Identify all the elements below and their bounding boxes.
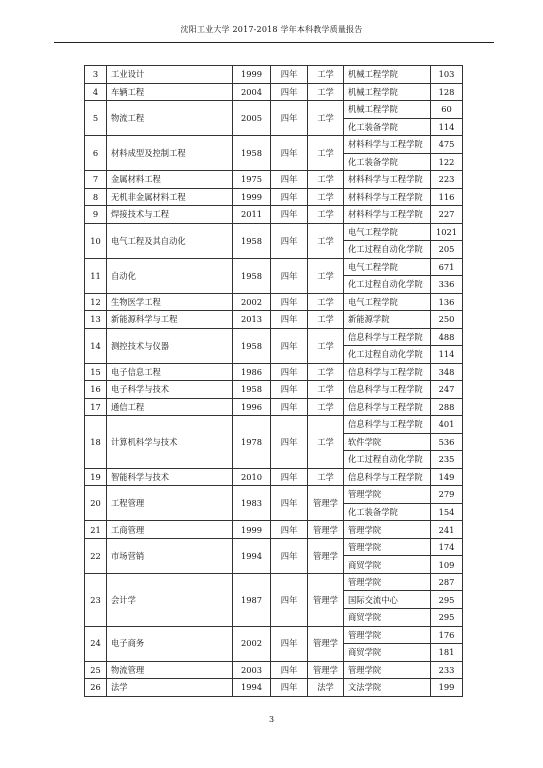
student-count-cell: 174 [431, 538, 463, 556]
student-count-cell: 223 [431, 171, 463, 189]
student-count-cell: 181 [431, 644, 463, 662]
degree-type-cell: 工学 [308, 258, 344, 293]
founded-year-cell: 1987 [233, 573, 271, 626]
major-name-cell: 电子信息工程 [107, 363, 233, 381]
duration-cell: 四年 [271, 398, 308, 416]
student-count-cell: 114 [431, 346, 463, 364]
college-cell: 化工过程自动化学院 [344, 346, 431, 364]
college-cell: 管理学院 [344, 486, 431, 504]
college-cell: 国际交流中心 [344, 591, 431, 609]
degree-type-cell: 工学 [308, 363, 344, 381]
major-name-cell: 金属材料工程 [107, 171, 233, 189]
row-number-cell: 8 [85, 188, 107, 206]
degree-type-cell: 工学 [308, 101, 344, 136]
page-header: 沈阳工业大学 2017-2018 学年本科教学质量报告 [180, 25, 363, 34]
row-number-cell: 21 [85, 521, 107, 539]
table-row [85, 223, 463, 241]
table-row [85, 83, 463, 101]
table-row [85, 416, 463, 434]
degree-type-cell: 管理学 [308, 486, 344, 521]
duration-cell: 四年 [271, 258, 308, 293]
degree-type-cell: 工学 [308, 188, 344, 206]
duration-cell: 四年 [271, 468, 308, 486]
college-cell: 机械工程学院 [344, 66, 431, 84]
row-number-cell: 23 [85, 573, 107, 626]
founded-year-cell: 1996 [233, 398, 271, 416]
student-count-cell: 295 [431, 608, 463, 626]
college-cell: 电气工程学院 [344, 223, 431, 241]
student-count-cell: 488 [431, 328, 463, 346]
table-row [85, 573, 463, 591]
duration-cell: 四年 [271, 66, 308, 84]
founded-year-cell: 1958 [233, 136, 271, 171]
major-name-cell: 无机非金属材料工程 [107, 188, 233, 206]
college-cell: 信息科学与工程学院 [344, 468, 431, 486]
degree-type-cell: 工学 [308, 416, 344, 469]
student-count-cell: 199 [431, 679, 463, 697]
founded-year-cell: 2004 [233, 83, 271, 101]
student-count-cell: 250 [431, 311, 463, 329]
college-cell: 软件学院 [344, 433, 431, 451]
student-count-cell: 109 [431, 556, 463, 574]
majors-table-body [85, 66, 463, 697]
student-count-cell: 288 [431, 398, 463, 416]
degree-type-cell: 工学 [308, 83, 344, 101]
table-row [85, 363, 463, 381]
degree-type-cell: 工学 [308, 328, 344, 363]
duration-cell: 四年 [271, 486, 308, 521]
founded-year-cell: 2011 [233, 206, 271, 224]
table-row [85, 486, 463, 504]
duration-cell: 四年 [271, 538, 308, 573]
row-number-cell: 19 [85, 468, 107, 486]
college-cell: 管理学院 [344, 538, 431, 556]
college-cell: 商贸学院 [344, 608, 431, 626]
table-row [85, 101, 463, 119]
degree-type-cell: 工学 [308, 311, 344, 329]
college-cell: 管理学院 [344, 626, 431, 644]
founded-year-cell: 2013 [233, 311, 271, 329]
row-number-cell: 12 [85, 293, 107, 311]
student-count-cell: 1021 [431, 223, 463, 241]
college-cell: 管理学院 [344, 661, 431, 679]
founded-year-cell: 1994 [233, 679, 271, 697]
student-count-cell: 154 [431, 503, 463, 521]
row-number-cell: 13 [85, 311, 107, 329]
college-cell: 信息科学与工程学院 [344, 381, 431, 399]
major-name-cell: 车辆工程 [107, 83, 233, 101]
table-row [85, 171, 463, 189]
college-cell: 新能源学院 [344, 311, 431, 329]
duration-cell: 四年 [271, 188, 308, 206]
college-cell: 化工过程自动化学院 [344, 451, 431, 469]
student-count-cell: 235 [431, 451, 463, 469]
founded-year-cell: 2002 [233, 293, 271, 311]
founded-year-cell: 1999 [233, 521, 271, 539]
college-cell: 材料科学与工程学院 [344, 171, 431, 189]
student-count-cell: 149 [431, 468, 463, 486]
college-cell: 电气工程学院 [344, 293, 431, 311]
college-cell: 化工装备学院 [344, 153, 431, 171]
major-name-cell: 自动化 [107, 258, 233, 293]
student-count-cell: 176 [431, 626, 463, 644]
student-count-cell: 279 [431, 486, 463, 504]
row-number-cell: 16 [85, 381, 107, 399]
row-number-cell: 11 [85, 258, 107, 293]
major-name-cell: 通信工程 [107, 398, 233, 416]
college-cell: 商贸学院 [344, 556, 431, 574]
student-count-cell: 247 [431, 381, 463, 399]
founded-year-cell: 1986 [233, 363, 271, 381]
founded-year-cell: 2010 [233, 468, 271, 486]
major-name-cell: 材料成型及控制工程 [107, 136, 233, 171]
major-name-cell: 新能源科学与工程 [107, 311, 233, 329]
row-number-cell: 3 [85, 66, 107, 84]
college-cell: 化工装备学院 [344, 503, 431, 521]
table-row [85, 293, 463, 311]
student-count-cell: 116 [431, 188, 463, 206]
duration-cell: 四年 [271, 521, 308, 539]
college-cell: 信息科学与工程学院 [344, 328, 431, 346]
college-cell: 材料科学与工程学院 [344, 188, 431, 206]
table-row [85, 328, 463, 346]
major-name-cell: 工程管理 [107, 486, 233, 521]
student-count-cell: 233 [431, 661, 463, 679]
college-cell: 化工装备学院 [344, 118, 431, 136]
founded-year-cell: 1975 [233, 171, 271, 189]
duration-cell: 四年 [271, 136, 308, 171]
student-count-cell: 401 [431, 416, 463, 434]
table-row [85, 398, 463, 416]
degree-type-cell: 管理学 [308, 538, 344, 573]
duration-cell: 四年 [271, 293, 308, 311]
college-cell: 信息科学与工程学院 [344, 398, 431, 416]
row-number-cell: 4 [85, 83, 107, 101]
row-number-cell: 18 [85, 416, 107, 469]
table-row [85, 679, 463, 697]
duration-cell: 四年 [271, 83, 308, 101]
major-name-cell: 计算机科学与技术 [107, 416, 233, 469]
degree-type-cell: 工学 [308, 381, 344, 399]
duration-cell: 四年 [271, 626, 308, 661]
duration-cell: 四年 [271, 101, 308, 136]
degree-type-cell: 工学 [308, 66, 344, 84]
degree-type-cell: 工学 [308, 171, 344, 189]
major-name-cell: 智能科学与技术 [107, 468, 233, 486]
major-name-cell: 测控技术与仪器 [107, 328, 233, 363]
duration-cell: 四年 [271, 573, 308, 626]
duration-cell: 四年 [271, 416, 308, 469]
table-row [85, 626, 463, 644]
student-count-cell: 287 [431, 573, 463, 591]
table-row [85, 188, 463, 206]
degree-type-cell: 管理学 [308, 661, 344, 679]
degree-type-cell: 管理学 [308, 521, 344, 539]
founded-year-cell: 1958 [233, 328, 271, 363]
major-name-cell: 物流工程 [107, 101, 233, 136]
degree-type-cell: 工学 [308, 136, 344, 171]
degree-type-cell: 工学 [308, 223, 344, 258]
duration-cell: 四年 [271, 363, 308, 381]
college-cell: 化工过程自动化学院 [344, 241, 431, 259]
student-count-cell: 60 [431, 101, 463, 119]
table-row [85, 538, 463, 556]
row-number-cell: 26 [85, 679, 107, 697]
student-count-cell: 348 [431, 363, 463, 381]
duration-cell: 四年 [271, 679, 308, 697]
founded-year-cell: 1978 [233, 416, 271, 469]
founded-year-cell: 2005 [233, 101, 271, 136]
row-number-cell: 10 [85, 223, 107, 258]
degree-type-cell: 法学 [308, 679, 344, 697]
table-row [85, 521, 463, 539]
table-row [85, 206, 463, 224]
student-count-cell: 122 [431, 153, 463, 171]
college-cell: 材料科学与工程学院 [344, 206, 431, 224]
college-cell: 商贸学院 [344, 644, 431, 662]
college-cell: 信息科学与工程学院 [344, 416, 431, 434]
row-number-cell: 24 [85, 626, 107, 661]
major-name-cell: 电子科学与技术 [107, 381, 233, 399]
duration-cell: 四年 [271, 311, 308, 329]
student-count-cell: 136 [431, 293, 463, 311]
duration-cell: 四年 [271, 661, 308, 679]
college-cell: 管理学院 [344, 573, 431, 591]
student-count-cell: 103 [431, 66, 463, 84]
row-number-cell: 22 [85, 538, 107, 573]
founded-year-cell: 1983 [233, 486, 271, 521]
degree-type-cell: 工学 [308, 206, 344, 224]
major-name-cell: 电子商务 [107, 626, 233, 661]
college-cell: 材料科学与工程学院 [344, 136, 431, 154]
student-count-cell: 536 [431, 433, 463, 451]
major-name-cell: 焊接技术与工程 [107, 206, 233, 224]
student-count-cell: 336 [431, 276, 463, 294]
duration-cell: 四年 [271, 223, 308, 258]
degree-type-cell: 工学 [308, 293, 344, 311]
duration-cell: 四年 [271, 328, 308, 363]
student-count-cell: 671 [431, 258, 463, 276]
founded-year-cell: 1999 [233, 188, 271, 206]
major-name-cell: 市场营销 [107, 538, 233, 573]
major-name-cell: 会计学 [107, 573, 233, 626]
row-number-cell: 25 [85, 661, 107, 679]
degree-type-cell: 管理学 [308, 573, 344, 626]
college-cell: 文法学院 [344, 679, 431, 697]
row-number-cell: 14 [85, 328, 107, 363]
degree-type-cell: 管理学 [308, 626, 344, 661]
row-number-cell: 15 [85, 363, 107, 381]
college-cell: 信息科学与工程学院 [344, 363, 431, 381]
table-row [85, 258, 463, 276]
student-count-cell: 128 [431, 83, 463, 101]
student-count-cell: 114 [431, 118, 463, 136]
row-number-cell: 5 [85, 101, 107, 136]
degree-type-cell: 工学 [308, 398, 344, 416]
row-number-cell: 20 [85, 486, 107, 521]
row-number-cell: 9 [85, 206, 107, 224]
student-count-cell: 241 [431, 521, 463, 539]
founded-year-cell: 1958 [233, 258, 271, 293]
table-row [85, 661, 463, 679]
founded-year-cell: 1994 [233, 538, 271, 573]
table-row [85, 311, 463, 329]
founded-year-cell: 2003 [233, 661, 271, 679]
college-cell: 管理学院 [344, 521, 431, 539]
student-count-cell: 475 [431, 136, 463, 154]
duration-cell: 四年 [271, 206, 308, 224]
table-row [85, 66, 463, 84]
founded-year-cell: 2002 [233, 626, 271, 661]
table-row [85, 381, 463, 399]
student-count-cell: 295 [431, 591, 463, 609]
degree-type-cell: 工学 [308, 468, 344, 486]
college-cell: 机械工程学院 [344, 101, 431, 119]
row-number-cell: 7 [85, 171, 107, 189]
page-number: 3 [268, 715, 275, 724]
student-count-cell: 227 [431, 206, 463, 224]
student-count-cell: 205 [431, 241, 463, 259]
founded-year-cell: 1958 [233, 223, 271, 258]
row-number-cell: 6 [85, 136, 107, 171]
duration-cell: 四年 [271, 381, 308, 399]
row-number-cell: 17 [85, 398, 107, 416]
college-cell: 电气工程学院 [344, 258, 431, 276]
major-name-cell: 工业设计 [107, 66, 233, 84]
table-row [85, 136, 463, 154]
college-cell: 化工过程自动化学院 [344, 276, 431, 294]
major-name-cell: 工商管理 [107, 521, 233, 539]
founded-year-cell: 1958 [233, 381, 271, 399]
founded-year-cell: 1999 [233, 66, 271, 84]
major-name-cell: 物流管理 [107, 661, 233, 679]
major-name-cell: 法学 [107, 679, 233, 697]
college-cell: 机械工程学院 [344, 83, 431, 101]
duration-cell: 四年 [271, 171, 308, 189]
header-divider [54, 42, 494, 43]
majors-table [84, 65, 463, 697]
major-name-cell: 生物医学工程 [107, 293, 233, 311]
major-name-cell: 电气工程及其自动化 [107, 223, 233, 258]
table-row [85, 468, 463, 486]
